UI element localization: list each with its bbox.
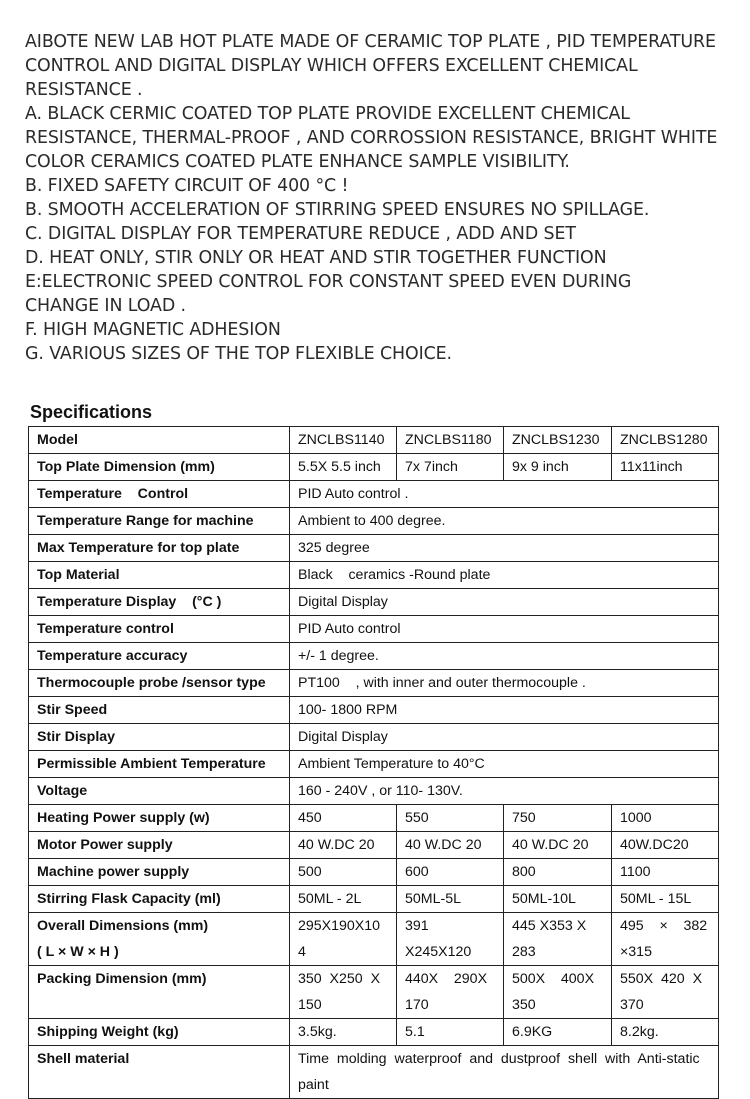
row-label: Max Temperature for top plate — [29, 535, 290, 562]
intro-line: CHANGE IN LOAD . — [25, 296, 186, 316]
row-label: Shell material — [29, 1046, 290, 1099]
cell-line: X245X120 — [405, 944, 472, 960]
intro-line: F. HIGH MAGNETIC ADHESION — [25, 320, 281, 340]
table-cell: 50ML - 2L — [290, 886, 397, 913]
table-cell — [612, 966, 719, 1019]
table-cell: 450 — [290, 805, 397, 832]
table-cell: 50ML - 15L — [612, 886, 719, 913]
intro-line: COLOR CERAMICS COATED PLATE ENHANCE SAMPLE VISIBILITY. — [25, 152, 570, 172]
table-row — [29, 643, 719, 670]
cell-line: 283 — [512, 944, 536, 960]
row-label: Stirring Flask Capacity (ml) — [29, 886, 290, 913]
model-cell: ZNCLBS1280 — [612, 427, 719, 454]
cell-line: 4 — [298, 944, 306, 960]
table-cell: 600 — [397, 859, 504, 886]
cell-line: 391 — [405, 918, 429, 934]
row-label: Temperature Control — [29, 481, 290, 508]
table-row — [29, 481, 719, 508]
intro-line: D. HEAT ONLY, STIR ONLY OR HEAT AND STIR TOGETHER FUNCTION — [25, 248, 607, 268]
table-row — [29, 670, 719, 697]
table-cell: Digital Display — [290, 589, 719, 616]
table-cell: 6.9KG — [504, 1019, 612, 1046]
table-cell: 40 W.DC 20 — [290, 832, 397, 859]
table-row — [29, 778, 719, 805]
cell-line: 370 — [620, 997, 644, 1013]
row-label: Temperature control — [29, 616, 290, 643]
table-cell — [290, 1046, 719, 1099]
table-cell — [290, 913, 397, 966]
table-row — [29, 751, 719, 778]
cell-line: 350 X250 X — [298, 971, 381, 987]
table-cell: Ambient to 400 degree. — [290, 508, 719, 535]
table-cell: 40W.DC20 — [612, 832, 719, 859]
row-label: Temperature Display (°C ) — [29, 589, 290, 616]
table-row-packing — [29, 966, 719, 1019]
table-row — [29, 562, 719, 589]
intro-line: CONTROL AND DIGITAL DISPLAY WHICH OFFERS EXCELLENT CHEMICAL — [25, 56, 638, 76]
table-cell: 160 - 240V , or 110- 130V. — [290, 778, 719, 805]
row-label: Stir Speed — [29, 697, 290, 724]
row-label: Top Material — [29, 562, 290, 589]
table-row — [29, 724, 719, 751]
table-row-motor — [29, 832, 719, 859]
table-cell: PID Auto control . — [290, 481, 719, 508]
table-row-heating — [29, 805, 719, 832]
row-label: Temperature accuracy — [29, 643, 290, 670]
intro-line: E:ELECTRONIC SPEED CONTROL FOR CONSTANT SPEED EVEN DURING — [25, 272, 632, 292]
table-row-flask — [29, 886, 719, 913]
table-cell: 1000 — [612, 805, 719, 832]
row-label: Thermocouple probe /sensor type — [29, 670, 290, 697]
intro-line: RESISTANCE . — [25, 80, 143, 100]
table-row — [29, 508, 719, 535]
table-row-overall — [29, 913, 719, 966]
row-label: Permissible Ambient Temperature — [29, 751, 290, 778]
table-cell: 9x 9 inch — [504, 454, 612, 481]
cell-line: Time molding waterproof and dustproof shell with Anti-static — [298, 1051, 700, 1067]
row-label: Top Plate Dimension (mm) — [29, 454, 290, 481]
intro-line: G. VARIOUS SIZES OF THE TOP FLEXIBLE CHOICE. — [25, 344, 452, 364]
table-cell: PID Auto control — [290, 616, 719, 643]
row-label: Model — [29, 427, 290, 454]
table-row-shell — [29, 1046, 719, 1099]
table-cell: 750 — [504, 805, 612, 832]
table-cell: PT100 , with inner and outer thermocouple . — [290, 670, 719, 697]
intro-line: B. SMOOTH ACCELERATION OF STIRRING SPEED ENSURES NO SPILLAGE. — [25, 200, 650, 220]
row-label: Shipping Weight (kg) — [29, 1019, 290, 1046]
intro-line: AIBOTE NEW LAB HOT PLATE MADE OF CERAMIC TOP PLATE , PID TEMPERATURE — [25, 32, 716, 52]
row-label: Temperature Range for machine — [29, 508, 290, 535]
model-cell: ZNCLBS1180 — [397, 427, 504, 454]
intro-line: B. FIXED SAFETY CIRCUIT OF 400 °C ! — [25, 176, 349, 196]
intro-line: RESISTANCE, THERMAL-PROOF , AND CORROSSION RESISTANCE, BRIGHT WHITE — [25, 128, 718, 148]
table-cell: 40 W.DC 20 — [397, 832, 504, 859]
table-row-shipping — [29, 1019, 719, 1046]
table-cell: 50ML-5L — [397, 886, 504, 913]
table-row — [29, 535, 719, 562]
table-row — [29, 616, 719, 643]
table-cell: 325 degree — [290, 535, 719, 562]
specifications-table — [28, 426, 719, 1099]
table-cell: 500 — [290, 859, 397, 886]
cell-line: 350 — [512, 997, 536, 1013]
table-cell: 40 W.DC 20 — [504, 832, 612, 859]
cell-line: 500X 400X — [512, 971, 595, 987]
intro-line: C. DIGITAL DISPLAY FOR TEMPERATURE REDUCE , ADD AND SET — [25, 224, 576, 244]
table-cell: 550 — [397, 805, 504, 832]
row-label: Stir Display — [29, 724, 290, 751]
cell-line: 495 × 382 — [620, 918, 708, 934]
table-row — [29, 589, 719, 616]
table-cell: 100- 1800 RPM — [290, 697, 719, 724]
table-cell: 50ML-10L — [504, 886, 612, 913]
model-cell: ZNCLBS1230 — [504, 427, 612, 454]
table-cell: 7x 7inch — [397, 454, 504, 481]
intro-line: A. BLACK CERMIC COATED TOP PLATE PROVIDE EXCELLENT CHEMICAL — [25, 104, 630, 124]
table-cell: 800 — [504, 859, 612, 886]
cell-line: 170 — [405, 997, 429, 1013]
table-row-top-plate — [29, 454, 719, 481]
table-cell — [397, 913, 504, 966]
table-cell — [612, 913, 719, 966]
table-cell — [290, 966, 397, 1019]
product-description — [25, 30, 745, 366]
row-label-line: Overall Dimensions (mm) — [37, 918, 209, 934]
table-row-machine — [29, 859, 719, 886]
cell-line: ×315 — [620, 944, 652, 960]
table-cell: 5.5X 5.5 inch — [290, 454, 397, 481]
table-cell: Ambient Temperature to 40°C — [290, 751, 719, 778]
table-cell: Black ceramics -Round plate — [290, 562, 719, 589]
row-label: Packing Dimension (mm) — [29, 966, 290, 1019]
table-cell: 3.5kg. — [290, 1019, 397, 1046]
row-label: Motor Power supply — [29, 832, 290, 859]
row-label: Voltage — [29, 778, 290, 805]
cell-line: 440X 290X — [405, 971, 488, 987]
cell-line: 295X190X10 — [298, 918, 381, 934]
model-cell: ZNCLBS1140 — [290, 427, 397, 454]
table-row — [29, 697, 719, 724]
table-row-model — [29, 427, 719, 454]
table-cell: 5.1 — [397, 1019, 504, 1046]
table-cell — [504, 913, 612, 966]
table-cell: 1100 — [612, 859, 719, 886]
cell-line: 445 X353 X — [512, 918, 587, 934]
table-cell: 8.2kg. — [612, 1019, 719, 1046]
table-cell: 11x11inch — [612, 454, 719, 481]
row-label — [29, 913, 290, 966]
row-label-line: ( L × W × H ) — [37, 944, 119, 960]
table-cell: +/- 1 degree. — [290, 643, 719, 670]
cell-line: 550X 420 X — [620, 971, 703, 987]
row-label: Machine power supply — [29, 859, 290, 886]
table-cell — [397, 966, 504, 1019]
table-cell: Digital Display — [290, 724, 719, 751]
specifications-heading: Specifications — [30, 402, 153, 422]
table-cell — [504, 966, 612, 1019]
cell-line: paint — [298, 1077, 329, 1093]
cell-line: 150 — [298, 997, 322, 1013]
row-label: Heating Power supply (w) — [29, 805, 290, 832]
